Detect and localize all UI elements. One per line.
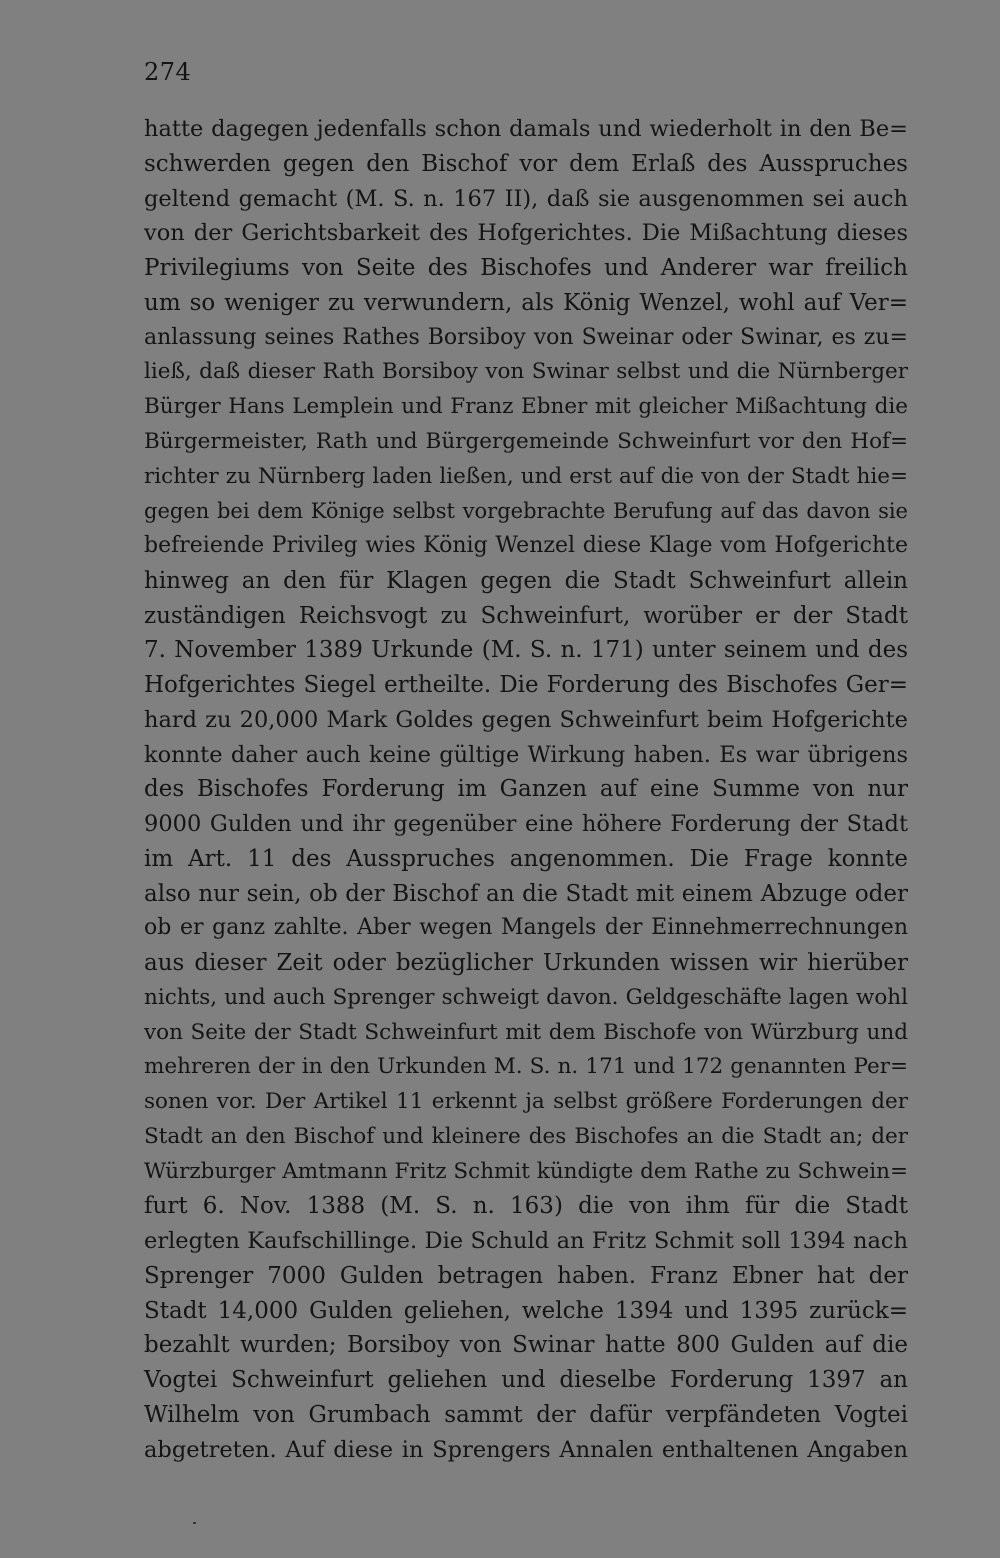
text-line: abgetreten. Auf diese in Sprengers Annalen enthaltenen Angaben	[144, 1436, 908, 1463]
text-line: um so weniger zu verwundern, als König Wenzel, wohl auf Ver=	[144, 289, 908, 316]
text-line: des Bischofes Forderung im Ganzen auf eine Summe von nur	[144, 776, 908, 803]
text-line: Sprenger 7000 Gulden betragen haben. Franz Ebner hat der	[144, 1262, 908, 1289]
print-speck	[193, 1522, 196, 1524]
text-line: Hofgerichtes Siegel ertheilte. Die Forderung des Bischofes Ger=	[144, 672, 908, 698]
text-line: von Seite der Stadt Schweinfurt mit dem Bischofe von Würzburg und	[144, 1019, 908, 1045]
text-line: mehreren der in den Urkunden M. S. n. 171 und 172 genannten Per=	[144, 1054, 908, 1080]
text-line: Bürgermeister, Rath und Bürgergemeinde Schweinfurt vor den Hof=	[144, 428, 908, 454]
text-line: schwerden gegen den Bischof vor dem Erlaß des Ausspruches	[144, 150, 908, 177]
text-line: befreiende Privileg wies König Wenzel diese Klage vom Hofgerichte	[144, 533, 908, 558]
text-line: 7. November 1389 Urkunde (M. S. n. 171) unter seinem und des	[144, 637, 908, 664]
text-line: 9000 Gulden und ihr gegenüber eine höhere Forderung der Stadt	[144, 811, 908, 837]
text-line: also nur sein, ob der Bischof an die Stadt mit einem Abzuge oder	[144, 880, 908, 907]
text-line: Stadt 14,000 Gulden geliehen, welche 1394 und 1395 zurück=	[144, 1297, 908, 1324]
text-line: Würzburger Amtmann Fritz Schmit kündigte dem Rathe zu Schwein=	[144, 1158, 908, 1184]
text-line: sonen vor. Der Artikel 11 erkennt ja selbst größere Forderungen der	[144, 1089, 908, 1114]
text-line: anlassung seines Rathes Borsiboy von Sweinar oder Swinar, es zu=	[144, 324, 908, 350]
text-line: ließ, daß dieser Rath Borsiboy von Swinar selbst und die Nürnberger	[144, 359, 908, 385]
text-line: furt 6. Nov. 1388 (M. S. n. 163) die von ihm für die Stadt	[144, 1193, 908, 1220]
text-line: gegen bei dem Könige selbst vorgebrachte Berufung auf das davon sie	[144, 499, 908, 524]
text-line: geltend gemacht (M. S. n. 167 II), daß sie ausgenommen sei auch	[144, 185, 908, 212]
text-line: erlegten Kaufschillinge. Die Schuld an Fritz Schmit soll 1394 nach	[144, 1228, 908, 1254]
text-line: richter zu Nürnberg laden ließen, und erst auf die von der Stadt hie=	[144, 463, 908, 489]
text-line: hinweg an den für Klagen gegen die Stadt Schweinfurt allein	[144, 567, 908, 594]
text-line: aus dieser Zeit oder bezüglicher Urkunden wissen wir hierüber	[144, 950, 908, 976]
text-line: von der Gerichtsbarkeit des Hofgerichtes. Die Mißachtung dieses	[144, 220, 908, 247]
text-line: Privilegiums von Seite des Bischofes und Anderer war freilich	[144, 255, 908, 281]
body-text	[144, 112, 908, 1467]
text-line: bezahlt wurden; Borsiboy von Swinar hatte 800 Gulden auf die	[144, 1332, 908, 1359]
text-line: hatte dagegen jedenfalls schon damals und wiederholt in den Be=	[144, 116, 908, 142]
text-line: hard zu 20,000 Mark Goldes gegen Schweinfurt beim Hofgerichte	[144, 706, 908, 733]
text-line: ob er ganz zahlte. Aber wegen Mangels der Einnehmerrechnungen	[144, 915, 908, 941]
text-line: im Art. 11 des Ausspruches angenommen. Die Frage konnte	[144, 845, 908, 872]
text-line: Wilhelm von Grumbach sammt der dafür verpfändeten Vogtei	[144, 1401, 908, 1428]
text-line: Vogtei Schweinfurt geliehen und dieselbe Forderung 1397 an	[144, 1367, 908, 1393]
text-line: Bürger Hans Lemplein und Franz Ebner mit gleicher Mißachtung die	[144, 394, 908, 419]
text-line: konnte daher auch keine gültige Wirkung haben. Es war übrigens	[144, 741, 908, 768]
text-line: nichts, und auch Sprenger schweigt davon. Geldgeschäfte lagen wohl	[144, 984, 908, 1010]
text-line: zuständigen Reichsvogt zu Schweinfurt, worüber er der Stadt	[144, 602, 908, 629]
page-number: 274	[144, 58, 192, 86]
text-line: Stadt an den Bischof und kleinere des Bischofes an die Stadt an; der	[144, 1123, 908, 1149]
